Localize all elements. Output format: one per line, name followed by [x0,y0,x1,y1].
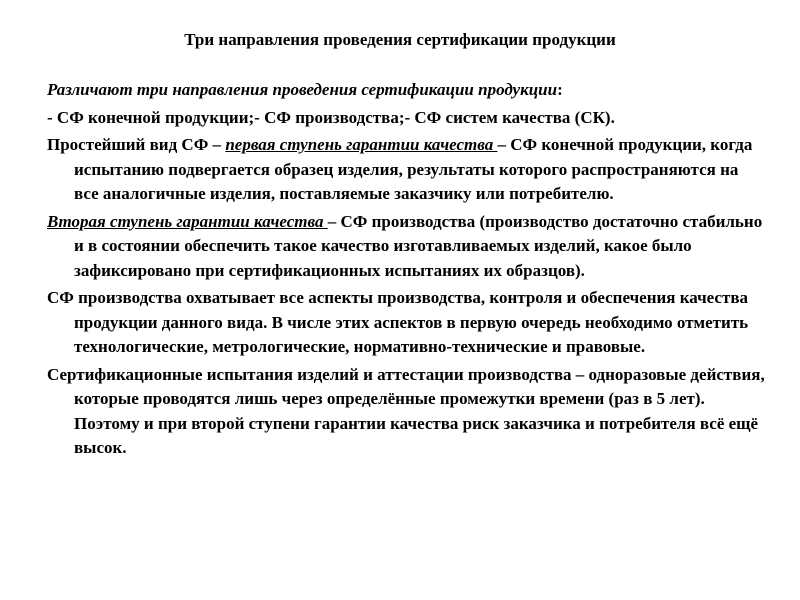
paragraph-first-stage [47,133,767,207]
intro-colon: : [557,80,563,99]
second-stage-term: Вторая ступень гарантии качества [47,211,328,231]
paragraph-second-stage [47,210,767,284]
slide-title: Три направления проведения сертификации продукции [184,30,616,49]
first-stage-term: первая ступень гарантии качества [225,135,498,154]
second-stage-text: – СФ производства (производство достаточно стабильно и в состоянии обеспечить такое качество изготавливаемых изделий, какое было зафиксировано при сертификационных испытаниях их образцов). [74,211,763,280]
first-stage-lead: Простейший вид СФ – [47,135,226,154]
paragraph-certification-tests: Сертификационные испытания изделий и аттестации производства – одноразовые действия, которые проводятся лишь через определённые промежутки времени (раз в 5 лет). Поэтому и при второй ступени гарантии качества риск заказчика и потребителя всё ещё высок. [47,364,765,457]
first-stage-text: – СФ конечной продукции, когда испытанию подвергается образец изделия, результаты которого распространяются на все аналогичные изделия, поставляемые заказчику или потребителю. [74,135,753,203]
directions-list-line: - СФ конечной продукции;- СФ производства;- СФ систем качества (СК). [47,107,615,127]
paragraph-production-aspects: СФ производства охватывает все аспекты производства, контроля и обеспечения качества продукции данного вида. В числе этих аспектов в первую очередь необходимо отметить технологические, метрологические, нормативно-технические и правовые. [47,288,749,356]
slide-body [47,78,767,464]
intro-line [47,78,767,103]
intro-italic-text: Различают три направления проведения сертификации продукции [47,80,558,99]
